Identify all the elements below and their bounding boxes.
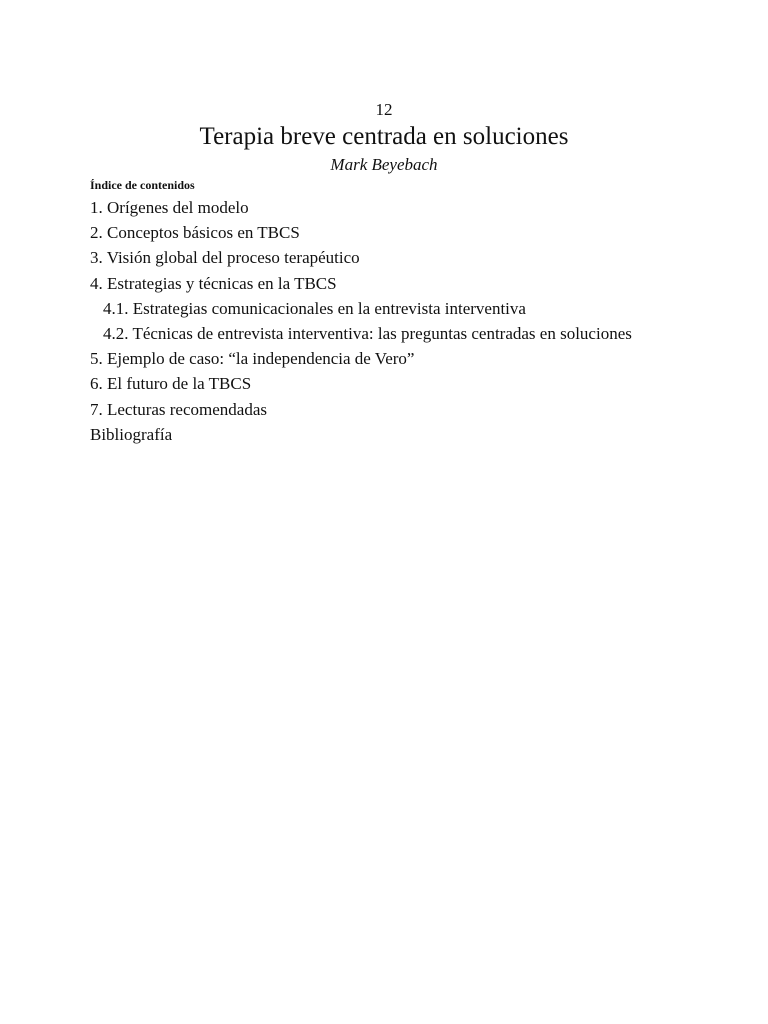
toc-heading: Índice de contenidos xyxy=(90,178,195,192)
toc-item-conceptos: 2. Conceptos básicos en TBCS xyxy=(90,223,300,243)
chapter-number: 12 xyxy=(375,100,393,119)
toc-item-origenes: 1. Orígenes del modelo xyxy=(90,198,249,217)
toc-item-estrategias: 4. Estrategias y técnicas en la TBCS xyxy=(90,273,337,293)
chapter-author: Mark Beyebach xyxy=(330,155,438,174)
chapter-title: Terapia breve centrada en soluciones xyxy=(199,123,569,150)
toc-item-bibliografia: Bibliografía xyxy=(90,424,173,444)
toc-item-lecturas: 7. Lecturas recomendadas xyxy=(90,399,267,419)
table-of-contents xyxy=(90,195,730,447)
toc-item-vision-global: 3. Visión global del proceso terapéutico xyxy=(90,248,360,268)
toc-item-futuro: 6. El futuro de la TBCS xyxy=(90,374,252,394)
toc-subitem-estrategias-comunicacionales: 4.1. Estrategias comunicacionales en la entrevista interventiva xyxy=(103,298,526,318)
toc-subitem-tecnicas-entrevista: 4.2. Técnicas de entrevista interventiva: las preguntas centradas en soluciones xyxy=(103,324,632,344)
toc-item-ejemplo-caso: 5. Ejemplo de caso: “la independencia de Vero” xyxy=(90,349,415,369)
